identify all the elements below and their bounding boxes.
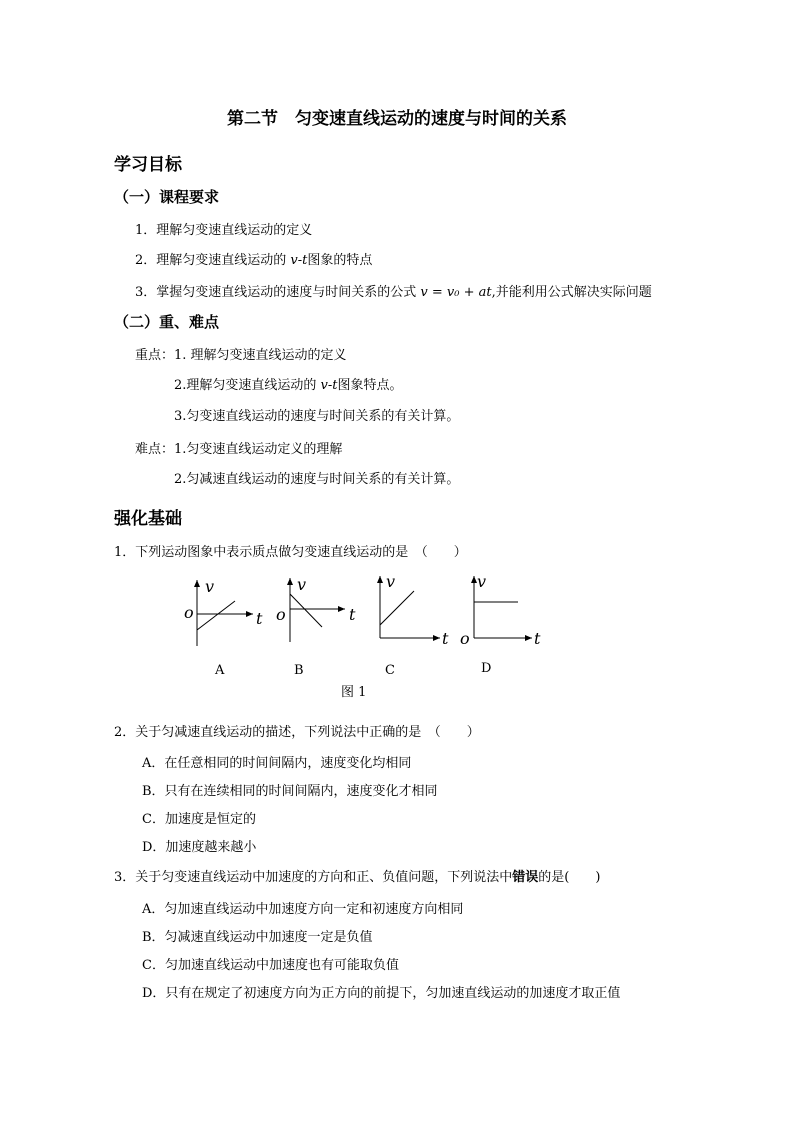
course-item-2: 2．理解匀变速直线运动的 v-t图象的特点 [135, 253, 373, 268]
q2-option-d: D．加速度越来越小 [142, 840, 257, 855]
q3-option-a: A．匀加速直线运动中加速度方向一定和初速度方向相同 [142, 902, 464, 917]
graph-b-t-label: t [349, 605, 356, 624]
course-heading: （一）课程要求 [114, 188, 220, 206]
q2-option-a: A．在任意相同的时间间隔内，速度变化均相同 [142, 756, 412, 771]
figure-caption: 图 1 [341, 685, 367, 700]
graph-b-v-label: v [297, 575, 307, 594]
key-point-3: 3.匀变速直线运动的速度与时间关系的有关计算。 [174, 409, 460, 424]
graph-a-o-label: o [184, 603, 194, 622]
key-point-1: 重点：1. 理解匀变速直线运动的定义 [135, 348, 347, 363]
q2-option-c: C．加速度是恒定的 [142, 812, 256, 827]
page-title: 第二节 匀变速直线运动的速度与时间的关系 [227, 109, 567, 129]
question-3: 3．关于匀变速直线运动中加速度的方向和正、负值问题，下列说法中错误的是( ) [114, 870, 601, 885]
q2-option-b: B．只有在连续相同的时间间隔内，速度变化才相同 [142, 784, 438, 799]
velocity-formula: v = v₀ + at [420, 285, 492, 300]
course-item-1: 1．理解匀变速直线运动的定义 [135, 223, 313, 238]
q3-option-c: C．匀加速直线运动中加速度也有可能取负值 [142, 958, 399, 973]
course-item-3: 3．掌握匀变速直线运动的速度与时间关系的公式 v = v₀ + at,并能利用公式解决实际问题 [135, 285, 652, 300]
objectives-heading: 学习目标 [114, 155, 182, 175]
difficulty-2: 2.匀减速直线运动的速度与时间关系的有关计算。 [174, 472, 460, 487]
q3-option-d: D．只有在规定了初速度方向为正方向的前提下，匀加速直线运动的加速度才取正值 [142, 986, 621, 1001]
graph-a-t-label: t [256, 609, 263, 628]
graph-b-o-label: o [276, 605, 286, 624]
graph-c-t-label: t [442, 629, 449, 648]
basics-heading: 强化基础 [114, 509, 182, 529]
key-heading: （二）重、难点 [114, 313, 220, 331]
graph-a-label: A [215, 663, 225, 678]
graph-d-v-label: v [477, 572, 487, 591]
graph-c-v-label: v [386, 572, 396, 591]
key-point-2: 2.理解匀变速直线运动的 v-t图象特点。 [174, 378, 403, 393]
graph-d-t-label: t [534, 629, 541, 648]
difficulty-1: 难点：1.匀变速直线运动定义的理解 [135, 442, 343, 457]
question-2: 2．关于匀减速直线运动的描述，下列说法中正确的是 （ ） [114, 725, 480, 740]
q3-option-b: B．匀减速直线运动中加速度一定是负值 [142, 930, 373, 945]
graph-b-label: B [294, 663, 304, 678]
question-1: 1．下列运动图象中表示质点做匀变速直线运动的是 （ ） [114, 545, 467, 560]
graph-d-label: D [481, 661, 492, 676]
graph-d-o-label: o [460, 629, 470, 648]
graph-a-v-label: v [205, 577, 215, 596]
graph-c-label: C [385, 663, 395, 678]
